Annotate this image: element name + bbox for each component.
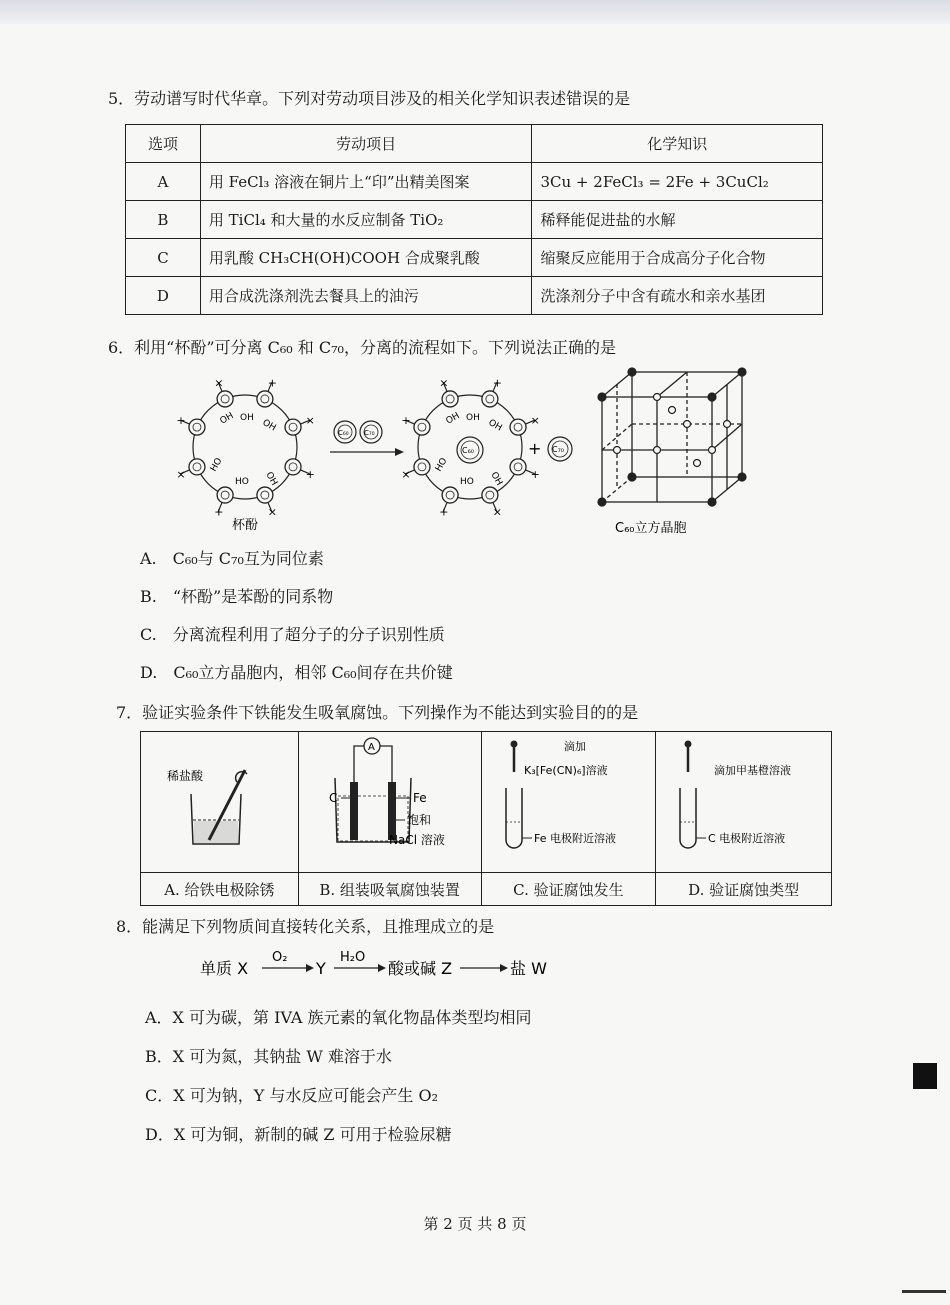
- panel-d: [656, 732, 832, 873]
- c60-node: [654, 394, 661, 401]
- tert-butyl-mark: ×: [176, 467, 186, 481]
- phenol-ring: [482, 391, 498, 407]
- table-cell: 缩聚反应能用于合成高分子化合物: [532, 239, 823, 277]
- phenol-ring: [285, 459, 301, 475]
- table-cell: 3Cu + 2FeCl₃ = 2Fe + 3CuCl₂: [532, 163, 823, 201]
- q6-option-d: D. C₆₀立方晶胞内，相邻 C₆₀间存在共价键: [140, 663, 453, 682]
- phenol-ring: [257, 487, 273, 503]
- q7-option-b: B. 组装吸氧腐蚀装置: [298, 873, 481, 906]
- c60-c70-molecules: [334, 421, 382, 443]
- c60-label: C₆₀: [338, 429, 349, 437]
- calixarene-left: [176, 376, 315, 518]
- c60-node: [669, 407, 676, 414]
- phenol-ring: [510, 419, 526, 435]
- tert-butyl-mark: ×: [305, 414, 315, 428]
- fe-solution-label: Fe 电极附近溶液: [533, 832, 616, 845]
- acid-or-base-z: 酸或碱 Z: [388, 959, 453, 978]
- conversion-chain: [200, 944, 560, 984]
- table-cell: 洗涤剂分子中含有疏水和亲水基团: [532, 277, 823, 315]
- q8-option-c: C．X 可为钠，Y 与水反应可能会产生 O₂: [145, 1086, 438, 1105]
- scan-edge-mark: [913, 1063, 937, 1089]
- c60-node: [738, 473, 746, 481]
- tert-butyl-mark: ×: [439, 376, 449, 390]
- tert-butyl-mark: +: [176, 414, 186, 428]
- q8-option-a: A．X 可为碳，第 IVA 族元素的氧化物晶体类型均相同: [145, 1008, 532, 1027]
- c60-node: [724, 421, 731, 428]
- oh-label: OH: [466, 413, 480, 423]
- oh-label: OH: [488, 470, 504, 488]
- methyl-orange-label: 滴加甲基橙溶液: [714, 764, 792, 777]
- ho-label: HO: [460, 477, 474, 487]
- element-x: 单质 X: [200, 959, 249, 978]
- phenol-ring: [414, 459, 430, 475]
- tert-butyl-mark: +: [214, 505, 224, 519]
- table-header: 化学知识: [532, 125, 823, 163]
- c60-node: [708, 498, 716, 506]
- oh-label: OH: [444, 411, 462, 427]
- calixarene-with-c60: [401, 376, 540, 518]
- c-solution-label: C 电极附近溶液: [708, 832, 786, 845]
- unit-cell-nodes: [598, 368, 746, 506]
- iron-electrode: [388, 782, 396, 840]
- c60-node: [628, 473, 636, 481]
- table-cell: 用 TiCl₄ 和大量的水反应制备 TiO₂: [200, 201, 532, 239]
- calixarene-label: 杯酚: [232, 518, 259, 533]
- tert-butyl-mark: +: [305, 467, 315, 481]
- tert-butyl-mark: +: [439, 505, 449, 519]
- ho-label: HO: [433, 456, 450, 474]
- q7-option-d: D. 验证腐蚀类型: [656, 873, 832, 906]
- scan-corner-line: [902, 1290, 946, 1293]
- tert-butyl-mark: +: [401, 414, 411, 428]
- c60-node: [614, 447, 621, 454]
- table-row: [126, 201, 823, 239]
- q6-option-c: C. 分离流程利用了超分子的分子识别性质: [140, 625, 445, 644]
- carbon-electrode: [350, 782, 358, 840]
- phenol-ring: [442, 391, 458, 407]
- nacl-solution-label: NaCl 溶液: [388, 833, 445, 847]
- test-tube: [506, 788, 522, 848]
- q8-stem: 8．能满足下列物质间直接转化关系，且推理成立的是: [116, 917, 495, 936]
- table-cell: 用 FeCl₃ 溶液在铜片上“印”出精美图案: [200, 163, 532, 201]
- iron-label: Fe: [412, 791, 427, 805]
- page-footer: 第 2 页 共 8 页: [423, 1215, 527, 1233]
- calixarene-separation-figure: [170, 362, 750, 542]
- tert-butyl-mark: ×: [401, 467, 411, 481]
- phenol-ring: [257, 391, 273, 407]
- ho-label: HO: [235, 477, 249, 487]
- phenol-ring: [482, 487, 498, 503]
- c60-unit-cell: [602, 372, 742, 502]
- tert-butyl-mark: ×: [492, 505, 503, 519]
- tert-butyl-mark: ×: [530, 414, 540, 428]
- c60-label: C₆₀: [462, 446, 474, 455]
- c70-label: C₇₀: [552, 445, 564, 454]
- panel-c: [481, 732, 656, 873]
- table-header: 选项: [126, 125, 201, 163]
- phenol-ring: [189, 459, 205, 475]
- q6-option-a: A. C₆₀与 C₇₀互为同位素: [140, 549, 324, 568]
- q7-stem: 7．验证实验条件下铁能发生吸氧腐蚀。下列操作为不能达到实验目的的是: [116, 703, 639, 722]
- oh-label: OH: [260, 417, 278, 434]
- table-cell: B: [126, 201, 201, 239]
- q8-option-d: D．X 可为铜，新制的碱 Z 可用于检验尿糖: [145, 1125, 452, 1144]
- table-row: [126, 277, 823, 315]
- c60-node: [708, 393, 716, 401]
- ammeter-label: A: [367, 742, 375, 753]
- table-row: [126, 163, 823, 201]
- oh-label: OH: [218, 411, 236, 427]
- oh-label: OH: [263, 470, 279, 488]
- oh-label: OH: [240, 413, 254, 423]
- compound-y: Y: [316, 959, 326, 978]
- ho-label: HO: [208, 456, 225, 474]
- table-cell: 用合成洗涤剂洗去餐具上的油污: [200, 277, 532, 315]
- salt-w: 盐 W: [510, 959, 547, 978]
- c60-node: [738, 368, 746, 376]
- q6-option-b: B. “杯酚”是苯酚的同系物: [140, 587, 334, 606]
- h2o-label: H₂O: [340, 950, 366, 965]
- carbon-label: C: [328, 791, 338, 805]
- table-cell: 用乳酸 CH₃CH(OH)COOH 合成聚乳酸: [200, 239, 532, 277]
- ferricyanide-label: K₃[Fe(CN)₆]溶液: [523, 764, 608, 777]
- tert-butyl-mark: +: [530, 467, 540, 481]
- scan-top-shadow: [0, 0, 950, 24]
- q6-stem: 6．利用“杯酚”可分离 C₆₀ 和 C₇₀，分离的流程如下。下列说法正确的是: [108, 338, 616, 357]
- phenol-ring: [285, 419, 301, 435]
- arrow-head: [395, 448, 404, 456]
- dilute-hcl-label: 稀盐酸: [167, 769, 204, 783]
- q8-option-b: B．X 可为氮，其钠盐 W 难溶于水: [145, 1047, 392, 1066]
- table-cell: D: [126, 277, 201, 315]
- panel-b: [298, 732, 481, 873]
- phenol-ring: [510, 459, 526, 475]
- table-cell: C: [126, 239, 201, 277]
- table-header: 劳动项目: [200, 125, 532, 163]
- q7-option-c: C. 验证腐蚀发生: [481, 873, 656, 906]
- c60-node: [684, 421, 691, 428]
- oh-label: OH: [486, 417, 504, 434]
- tert-butyl-mark: +: [267, 376, 278, 390]
- c70-label: C₇₀: [364, 429, 375, 437]
- saturated-label: 饱和: [406, 813, 431, 827]
- phenol-ring: [414, 419, 430, 435]
- c60-node: [598, 393, 606, 401]
- q7-table: [140, 731, 832, 906]
- c60-node: [654, 447, 661, 454]
- phenol-ring: [217, 487, 233, 503]
- table-row: [126, 239, 823, 277]
- unit-cell-label: C₆₀立方晶胞: [615, 521, 687, 536]
- plus-sign: +: [528, 439, 542, 458]
- o2-label: O₂: [272, 950, 288, 965]
- tert-butyl-mark: ×: [214, 376, 224, 390]
- c60-node: [709, 447, 716, 454]
- table-cell: A: [126, 163, 201, 201]
- q7-option-a: A. 给铁电极除锈: [141, 873, 299, 906]
- table-cell: 稀释能促进盐的水解: [532, 201, 823, 239]
- c60-node: [598, 498, 606, 506]
- c60-node: [628, 368, 636, 376]
- tert-butyl-mark: +: [492, 376, 503, 390]
- add-reagent-label: 滴加: [563, 740, 586, 753]
- q5-stem: 5．劳动谱写时代华章。下列对劳动项目涉及的相关化学知识表述错误的是: [108, 89, 631, 108]
- phenol-ring: [442, 487, 458, 503]
- phenol-ring: [189, 419, 205, 435]
- phenol-ring: [217, 391, 233, 407]
- panel-a: [141, 732, 299, 873]
- test-tube: [680, 788, 696, 848]
- table-header-row: [126, 125, 823, 163]
- c60-node: [694, 460, 701, 467]
- q5-table: [125, 124, 823, 315]
- tert-butyl-mark: ×: [267, 505, 278, 519]
